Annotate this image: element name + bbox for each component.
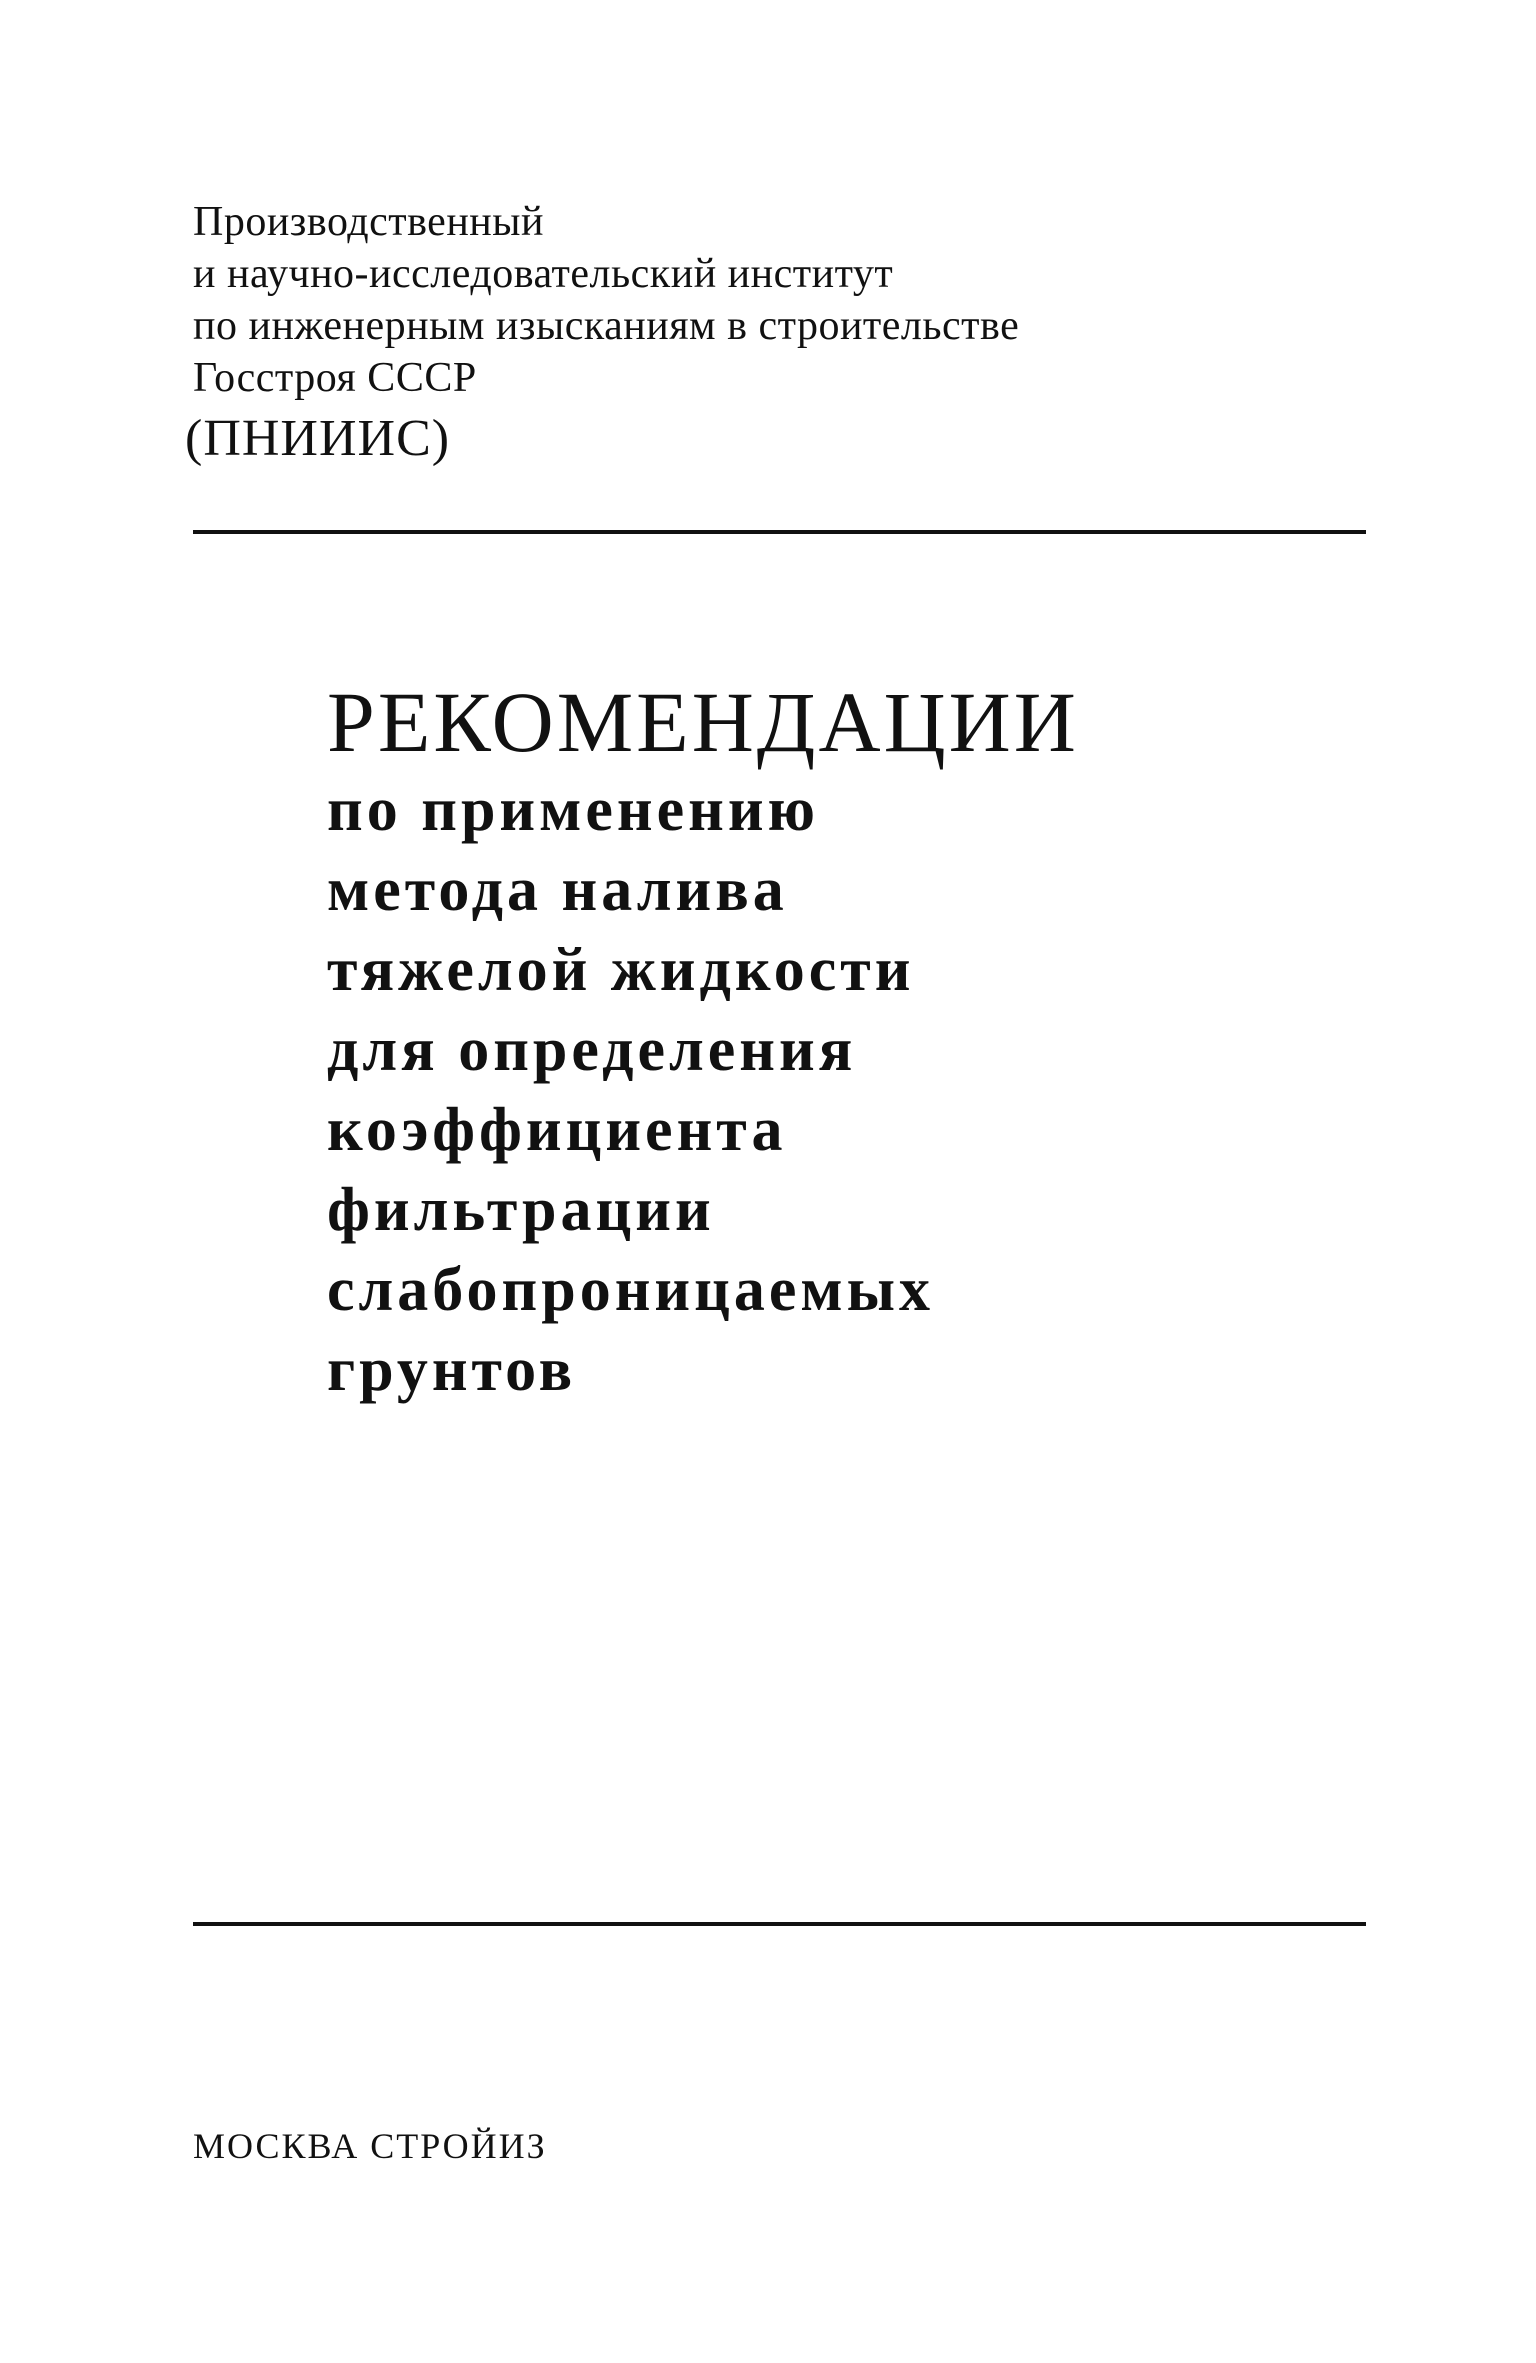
subtitle-line: грунтов bbox=[327, 1336, 577, 1404]
institution-line: Производственный bbox=[193, 199, 544, 245]
subtitle-line: для определения bbox=[327, 1016, 857, 1084]
publisher-imprint: МОСКВА СТРОЙИЗ bbox=[193, 2126, 547, 2166]
institution-block bbox=[185, 196, 1393, 470]
subtitle-line: тяжелой жидкости bbox=[327, 936, 915, 1004]
bottom-divider bbox=[193, 1922, 1366, 1926]
subtitle-line: фильтрации bbox=[327, 1176, 715, 1244]
institution-line: и научно-исследовательский институт bbox=[193, 251, 894, 297]
top-divider bbox=[193, 530, 1366, 534]
document-title: РЕКОМЕНДАЦИИ bbox=[327, 674, 1079, 770]
subtitle-line: слабопроницаемых bbox=[327, 1256, 935, 1324]
institution-line: Госстроя СССР bbox=[193, 355, 477, 401]
subtitle-line: коэффициента bbox=[327, 1096, 787, 1164]
title-block bbox=[327, 676, 1427, 1410]
institution-line: по инженерным изысканиям в строительстве bbox=[193, 303, 1020, 349]
subtitle-line: метода налива bbox=[327, 856, 788, 924]
subtitle-line: по применению bbox=[327, 776, 819, 844]
institution-abbreviation: (ПНИИИС) bbox=[185, 410, 451, 467]
